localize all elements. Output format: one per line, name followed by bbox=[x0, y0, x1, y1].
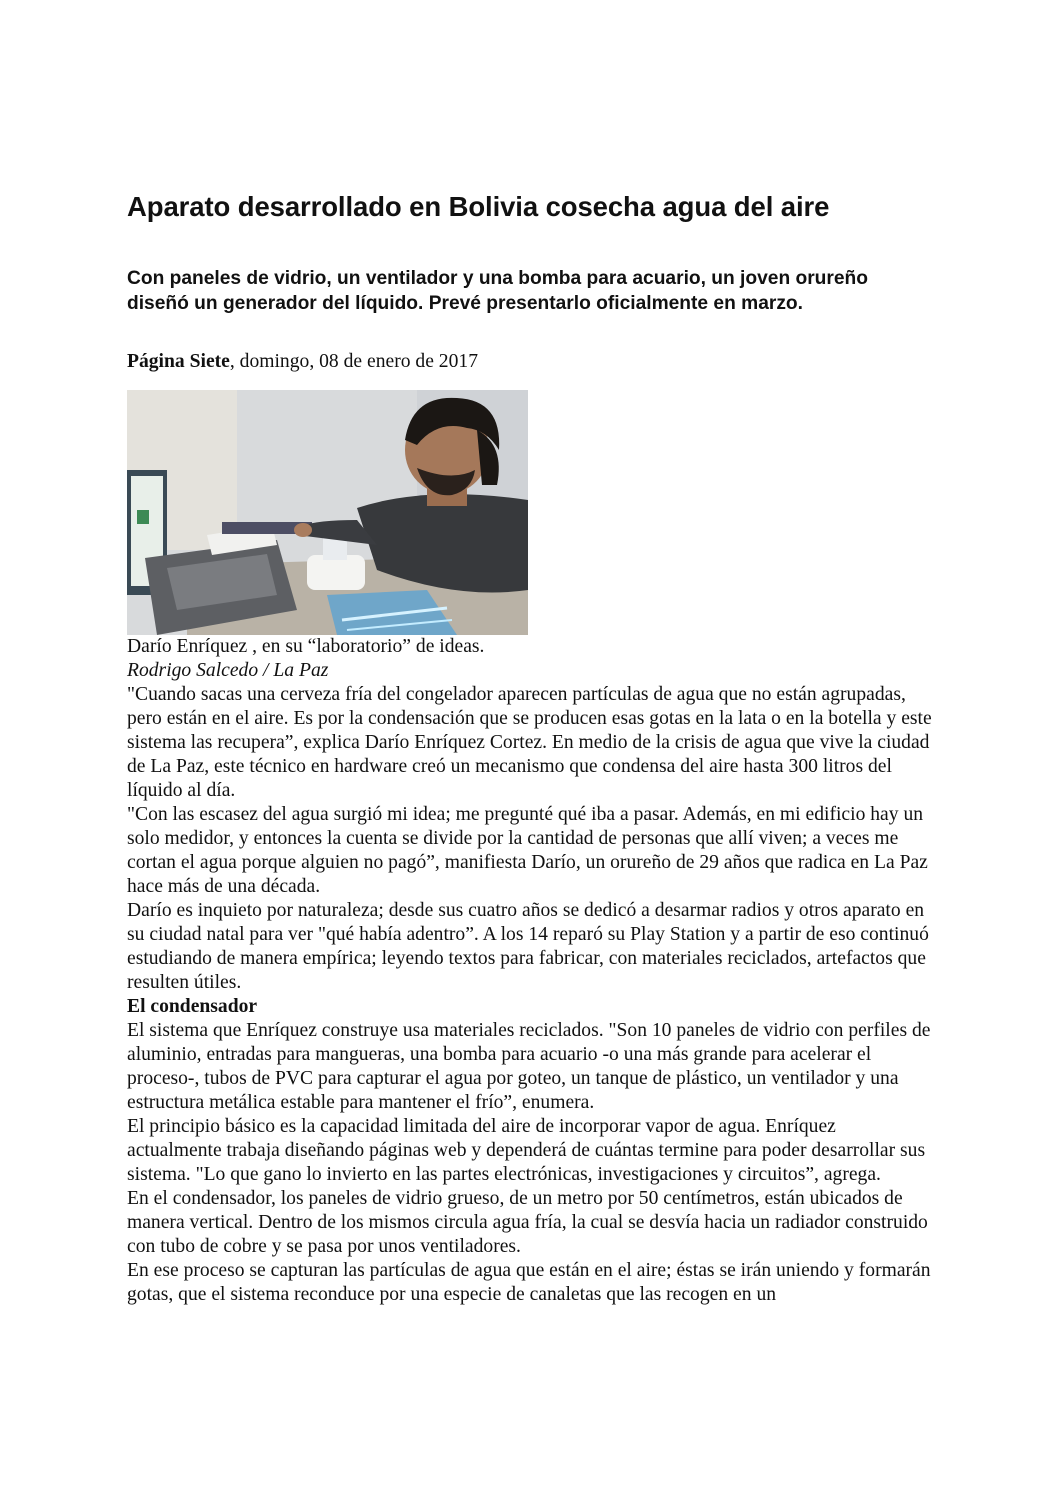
paragraph: En el condensador, los paneles de vidrio grueso, de un metro por 50 centímetros, están ubicados de manera vertical. Dentro de los mismos circula agua fría, la cual se desvía hacia un radiador construido con tubo de cobre y se pasa por unos ventiladores. bbox=[127, 1188, 928, 1257]
paragraph: El principio básico es la capacidad limitada del aire de incorporar vapor de agua. Enríquez actualmente trabaja diseñando páginas web y dependerá de cuántas termine para poder desarrollar sus sistema. "Lo que gano lo invierto en las partes electrónicas, investigaciones y circuitos”, agrega. bbox=[127, 1116, 926, 1185]
paragraph: En ese proceso se capturan las partículas de agua que están en el aire; éstas se irán uniendo y formarán gotas, que el sistema reconduce por una especie de canaletas que las recogen en un bbox=[127, 1260, 931, 1305]
source-name: Página Siete bbox=[127, 351, 230, 372]
paragraph: "Cuando sacas una cerveza fría del congelador aparecen partículas de agua que no están agrupadas, pero están en el aire. Es por la condensación que se producen esas gotas en la lata o en la botella y este sistema las recupera”, explica Darío Enríquez Cortez. En medio de la crisis de agua que vive la ciudad de La Paz, este técnico en hardware creó un mecanismo que condensa del aire hasta 300 litros del líquido al día. bbox=[127, 684, 932, 801]
article-body bbox=[127, 635, 932, 1307]
paragraph: "Con las escasez del agua surgió mi idea; me pregunté qué iba a pasar. Además, en mi edificio hay un solo medidor, y entonces la cuenta se divide por la cantidad de personas que allí viven; a veces me cortan el agua porque alguien no pagó”, manifiesta Darío, un orureño de 29 años que radica en La Paz hace más de una década. bbox=[127, 804, 928, 897]
paragraph: El sistema que Enríquez construye usa materiales reciclados. "Son 10 paneles de vidrio con perfiles de aluminio, entradas para mangueras, una bomba para acuario -o una más grande para acelerar el proceso-, tubos de PVC para capturar el agua por goteo, un tanque de plástico, un ventilador y una estructura metálica estable para mantener el frío”, enumera. bbox=[127, 1020, 931, 1113]
byline: Rodrigo Salcedo / La Paz bbox=[127, 660, 329, 681]
publication-date: , domingo, 08 de enero de 2017 bbox=[229, 351, 478, 372]
photo-illustration bbox=[127, 390, 528, 635]
article bbox=[127, 190, 932, 1307]
article-title: Aparato desarrollado en Bolivia cosecha agua del aire bbox=[127, 191, 830, 222]
paragraph: Darío es inquieto por naturaleza; desde sus cuatro años se dedicó a desarmar radios y otros aparato en su ciudad natal para ver "qué había adentro”. A los 14 reparó su Play Station y a partir de eso continuó estudiando de manera empírica; leyendo textos para fabricar, con materiales reciclados, artefactos que resulten útiles. bbox=[127, 900, 929, 993]
dateline bbox=[127, 350, 932, 374]
article-subtitle: Con paneles de vidrio, un ventilador y una bomba para acuario, un joven orureño diseñó un generador del líquido. Prevé presentarlo oficialmente en marzo. bbox=[127, 268, 868, 314]
article-photo bbox=[127, 390, 528, 635]
photo-caption: Darío Enríquez , en su “laboratorio” de ideas. bbox=[127, 636, 485, 657]
section-heading: El condensador bbox=[127, 996, 258, 1017]
